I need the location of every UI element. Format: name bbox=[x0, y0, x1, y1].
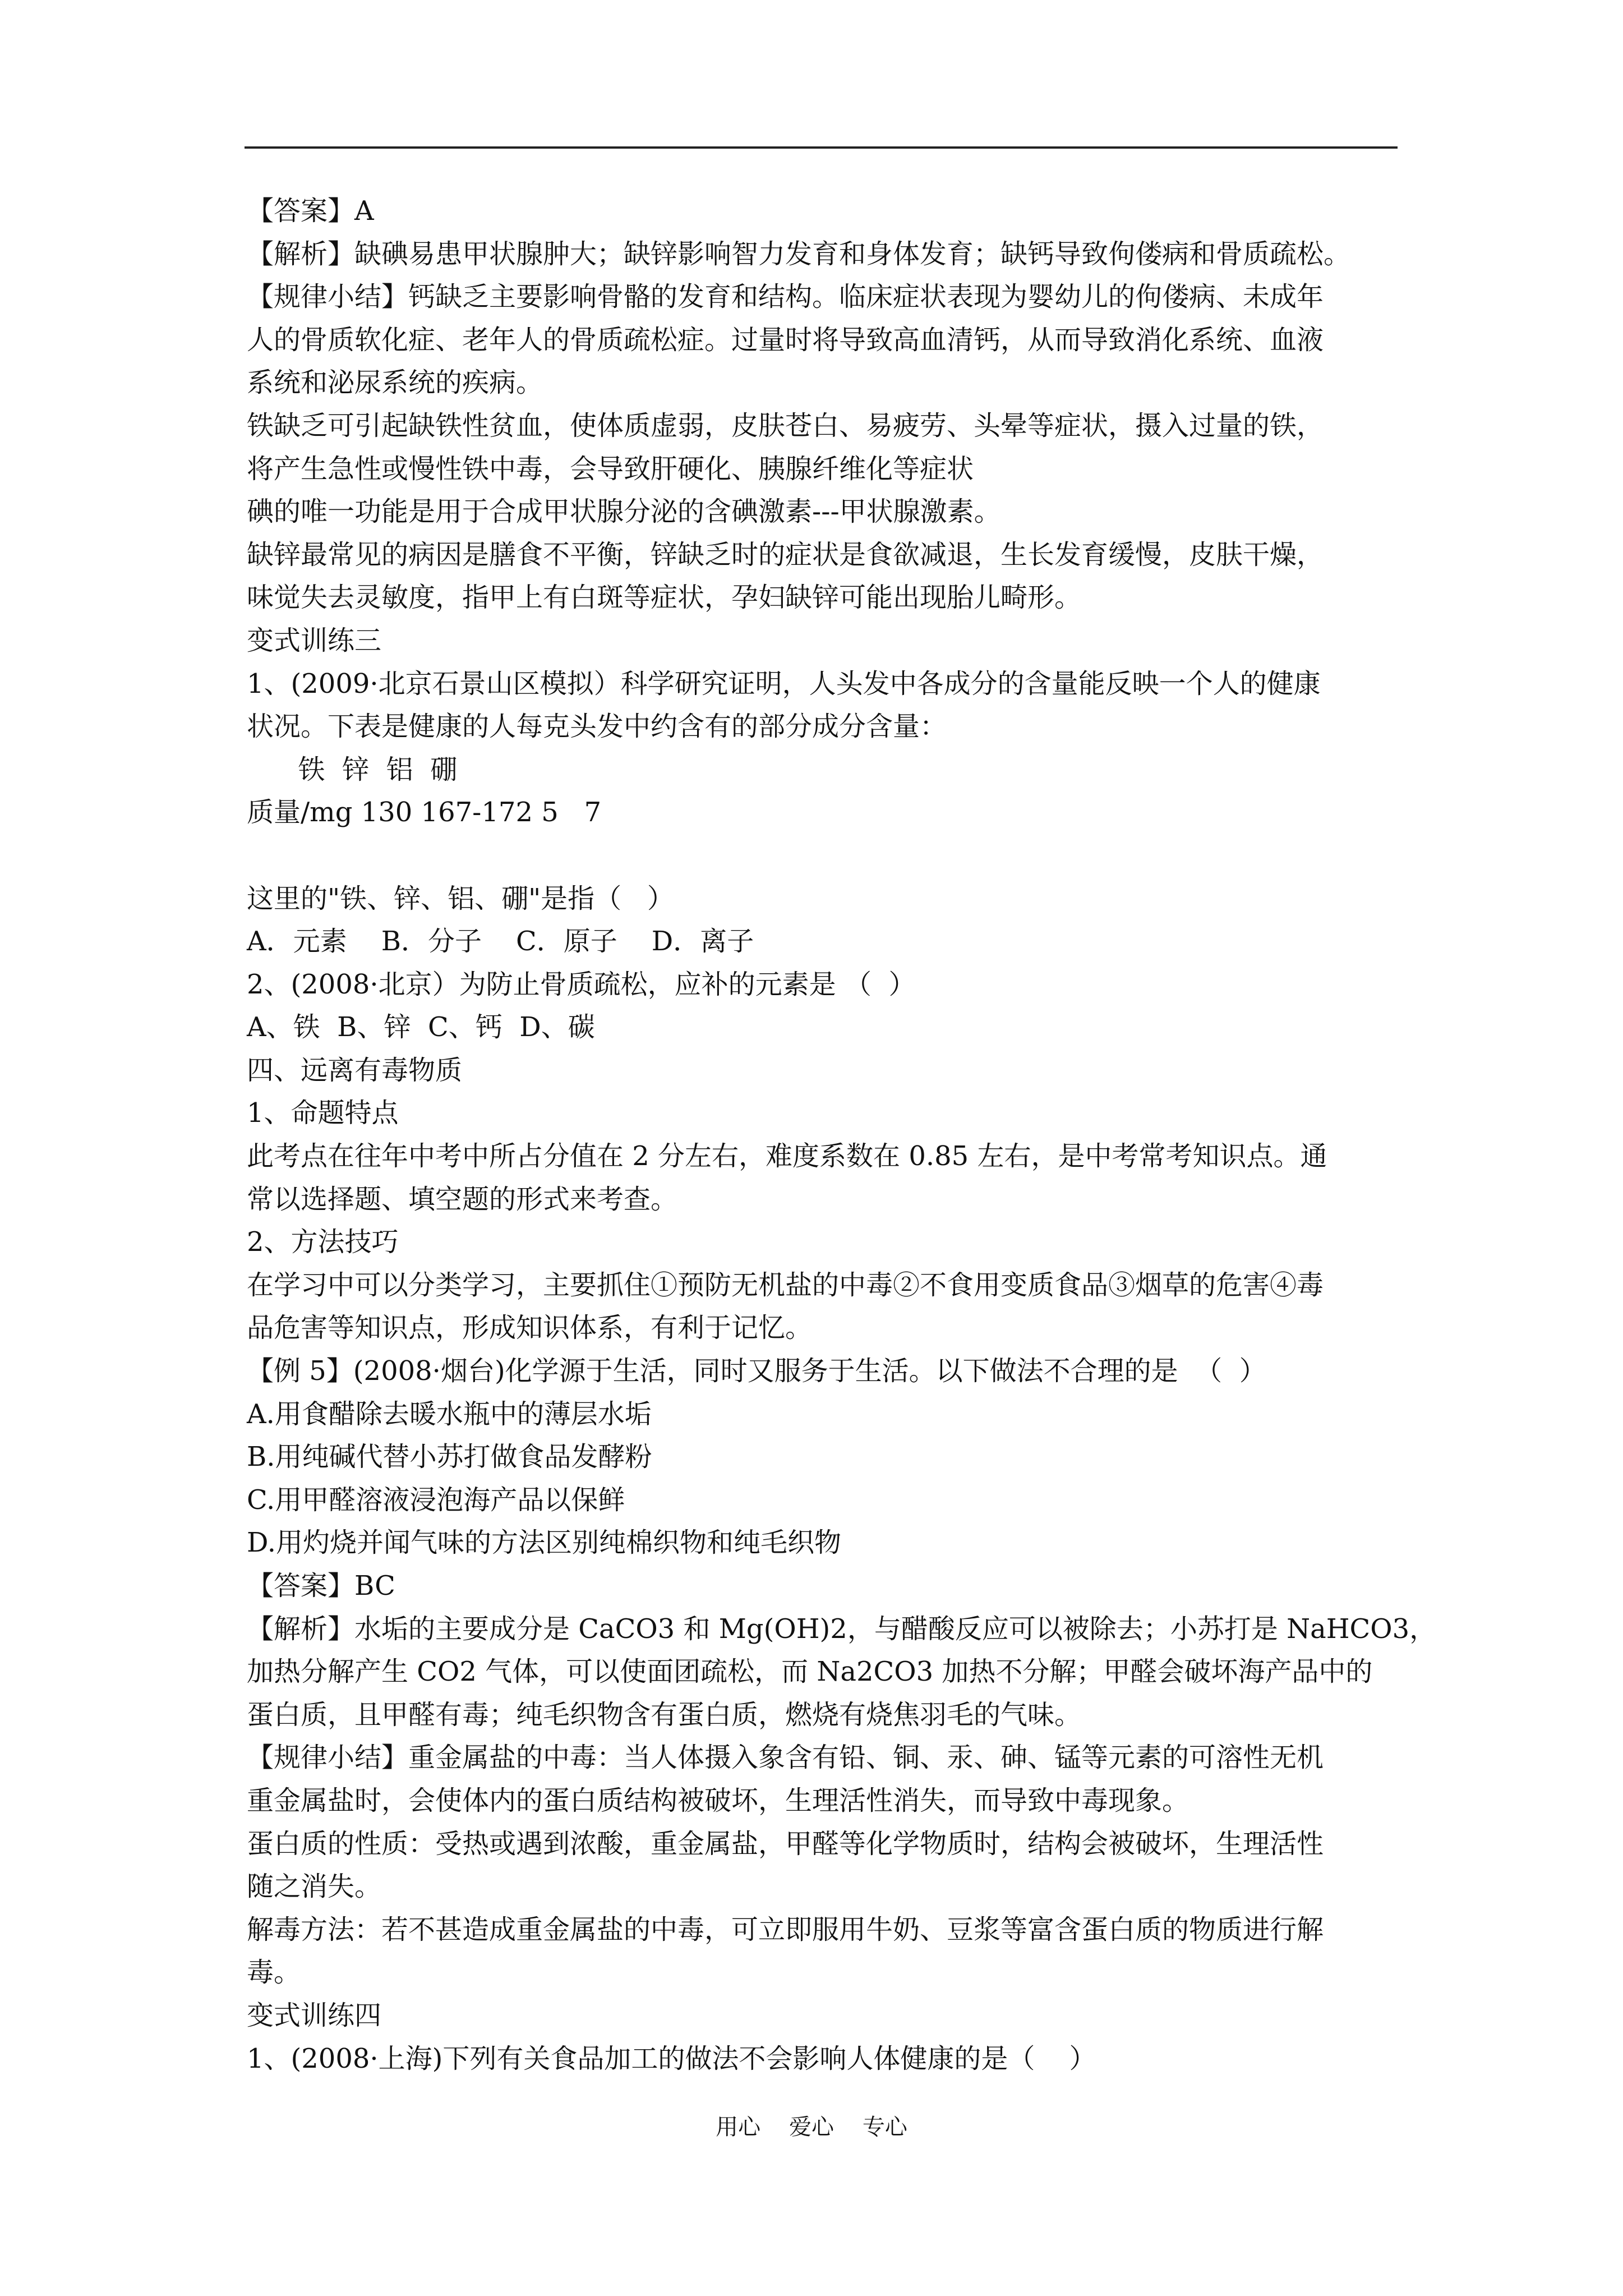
analysis-text: 【解析】缺碘易患甲状腺肿大；缺锌影响智力发育和身体发育；缺钙导致佝偻病和骨质疏松。 bbox=[247, 238, 1351, 270]
section-heading: 变式训练四 bbox=[247, 1999, 382, 2031]
zinc-text: 味觉失去灵敏度，指甲上有白斑等症状，孕妇缺锌可能出现胎儿畸形。 bbox=[247, 582, 1082, 614]
zinc-text: 缺锌最常见的病因是膳食不平衡，锌缺乏时的症状是食欲减退，生长发育缓慢，皮肤干燥， bbox=[247, 539, 1324, 570]
subsection-heading: 1、命题特点 bbox=[247, 1097, 399, 1129]
rule-summary-text: 【规律小结】钙缺乏主要影响骨骼的发育和结构。临床症状表现为婴幼儿的佝偻病、未成年 bbox=[247, 281, 1324, 313]
question-text: 这里的"铁、锌、铝、硼"是指（ ） bbox=[247, 882, 674, 914]
blank-line bbox=[247, 834, 1402, 877]
section-heading: 变式训练三 bbox=[247, 624, 382, 656]
protein-text: 随之消失。 bbox=[247, 1871, 382, 1903]
question-text: 2、(2008·北京）为防止骨质疏松，应补的元素是 （ ） bbox=[247, 968, 916, 1000]
example-question: 【例 5】(2008·烟台)化学源于生活，同时又服务于生活。以下做法不合理的是 （ ） bbox=[247, 1355, 1266, 1387]
paragraph-text: 常以选择题、填空题的形式来考查。 bbox=[247, 1183, 678, 1215]
question-text: 1、(2009·北京石景山区模拟）科学研究证明，人头发中各成分的含量能反映一个人的健康 bbox=[247, 668, 1321, 700]
answer-options: D.用灼烧并闻气味的方法区别纯棉织物和纯毛织物 bbox=[247, 1527, 842, 1559]
iron-text: 铁缺乏可引起缺铁性贫血，使体质虚弱，皮肤苍白、易疲劳、头晕等症状，摄入过量的铁， bbox=[247, 409, 1324, 441]
rule-summary-text: 系统和泌尿系统的疾病。 bbox=[247, 367, 543, 399]
answer-label: 【答案】A bbox=[247, 195, 374, 227]
table-header-row: 铁 锌 铝 硼 bbox=[247, 753, 458, 785]
answer-options: A、铁 B、锌 C、钙 D、碳 bbox=[247, 1011, 595, 1043]
page-body bbox=[247, 190, 1437, 2080]
answer-options: C.用甲醛溶液浸泡海产品以保鲜 bbox=[247, 1484, 625, 1516]
page-footer: 用心 爱心 专心 bbox=[716, 2114, 907, 2140]
header-rule bbox=[245, 146, 1398, 149]
analysis-text: 蛋白质，且甲醛有毒；纯毛织物含有蛋白质，燃烧有烧焦羽毛的气味。 bbox=[247, 1699, 1082, 1731]
answer-options: B.用纯碱代替小苏打做食品发酵粉 bbox=[247, 1441, 652, 1473]
paragraph-text: 品危害等知识点，形成知识体系，有利于记忆。 bbox=[247, 1312, 813, 1344]
iron-text: 将产生急性或慢性铁中毒，会导致肝硬化、胰腺纤维化等症状 bbox=[247, 453, 974, 485]
answer-label: 【答案】BC bbox=[247, 1570, 395, 1602]
answer-options: A．元素 B．分子 C．原子 D．离子 bbox=[247, 926, 754, 958]
paragraph-text: 此考点在往年中考中所占分值在 2 分左右，难度系数在 0.85 左右，是中考常考知识点。通 bbox=[247, 1140, 1327, 1172]
rule-summary-text: 人的骨质软化症、老年人的骨质疏松症。过量时将导致高血清钙，从而导致消化系统、血液 bbox=[247, 324, 1324, 356]
iodine-text: 碘的唯一功能是用于合成甲状腺分泌的含碘激素---甲状腺激素。 bbox=[247, 496, 1001, 528]
rule-summary-text: 重金属盐时，会使体内的蛋白质结构被破坏，生理活性消失，而导致中毒现象。 bbox=[247, 1784, 1189, 1816]
question-text: 状况。下表是健康的人每克头发中约含有的部分成分含量： bbox=[247, 711, 947, 743]
detox-text: 毒。 bbox=[247, 1957, 301, 1989]
subsection-heading: 2、方法技巧 bbox=[247, 1226, 399, 1258]
analysis-text: 【解析】水垢的主要成分是 CaCO3 和 Mg(OH)2，与醋酸反应可以被除去；小苏打是 NaHCO3， bbox=[247, 1613, 1437, 1645]
protein-text: 蛋白质的性质：受热或遇到浓酸，重金属盐，甲醛等化学物质时，结构会被破坏，生理活性 bbox=[247, 1828, 1324, 1860]
rule-summary-text: 【规律小结】重金属盐的中毒：当人体摄入象含有铅、铜、汞、砷、锰等元素的可溶性无机 bbox=[247, 1742, 1324, 1774]
section-heading: 四、远离有毒物质 bbox=[247, 1054, 463, 1086]
table-data-row: 质量/mg 130 167-172 5 7 bbox=[247, 797, 602, 829]
question-text: 1、(2008·上海)下列有关食品加工的做法不会影响人体健康的是（ ） bbox=[247, 2042, 1096, 2074]
answer-options: A.用食醋除去暖水瓶中的薄层水垢 bbox=[247, 1398, 652, 1430]
paragraph-text: 在学习中可以分类学习，主要抓住①预防无机盐的中毒②不食用变质食品③烟草的危害④毒 bbox=[247, 1269, 1324, 1301]
detox-text: 解毒方法：若不甚造成重金属盐的中毒，可立即服用牛奶、豆浆等富含蛋白质的物质进行解 bbox=[247, 1913, 1324, 1945]
analysis-text: 加热分解产生 CO2 气体，可以使面团疏松，而 Na2CO3 加热不分解；甲醛会破坏海产品中的 bbox=[247, 1656, 1373, 1688]
